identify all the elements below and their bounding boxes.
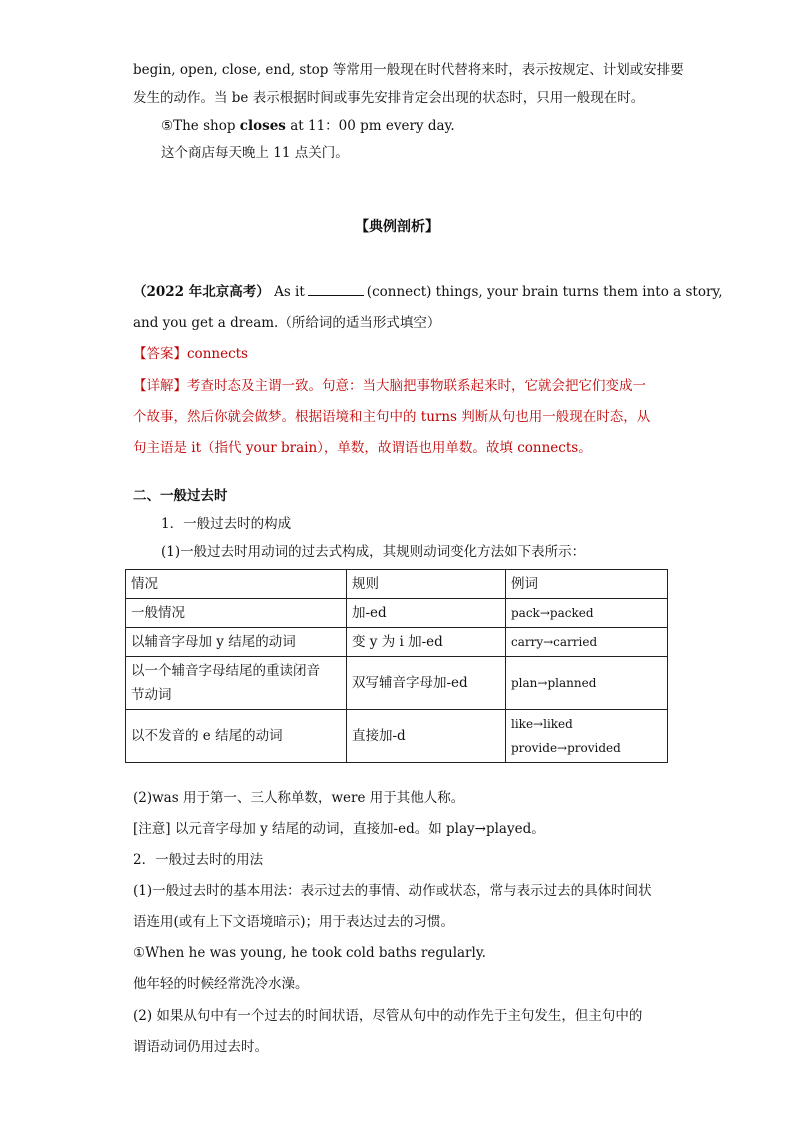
usage-2-line-2: 谓语动词仍用过去时。 bbox=[133, 1039, 268, 1055]
table-cell-rule: 直接加-d bbox=[347, 710, 506, 763]
table-row bbox=[126, 710, 668, 763]
example-5 bbox=[161, 116, 455, 136]
section-title: 【典例剖析】 bbox=[355, 219, 439, 235]
table-header: 规则 bbox=[347, 570, 506, 599]
example-1: ①When he was young, he took cold baths regularly. bbox=[133, 945, 486, 961]
past-sub-1: 1．一般过去时的构成 bbox=[161, 516, 292, 532]
answer-line bbox=[133, 344, 248, 364]
past-tense-heading: 二、一般过去时 bbox=[133, 488, 228, 504]
question-line-1 bbox=[133, 282, 723, 302]
past-sub-1-1: (1)一般过去时用动词的过去式构成，其规则动词变化方法如下表所示： bbox=[161, 544, 586, 560]
conjugation-table bbox=[125, 569, 668, 763]
table-header: 情况 bbox=[126, 570, 347, 599]
situation-line-1: 以一个辅音字母结尾的重读闭音 bbox=[131, 663, 320, 679]
table-cell-rule: 加-ed bbox=[347, 599, 506, 628]
note-2: (2)was 用于第一、三人称单数，were 用于其他人称。 bbox=[133, 790, 465, 806]
table-row bbox=[126, 599, 668, 628]
table-cell-rule: 双写辅音字母加-ed bbox=[347, 657, 506, 710]
detail-line-2: 个故事，然后你就会做梦。根据语境和主句中的 turns 判断从句也用一般现在时态，从 bbox=[133, 409, 651, 425]
question-line-2: and you get a dream.（所给词的适当形式填空） bbox=[133, 315, 441, 331]
intro-line-2: 发生的动作。当 be 表示根据时间或事先安排肯定会出现的状态时，只用一般现在时。 bbox=[133, 90, 645, 106]
example-5-bold-word: closes bbox=[239, 118, 286, 134]
example-5-prefix: ⑤The shop bbox=[161, 118, 240, 134]
table-cell-situation: 以辅音字母加 y 结尾的动词 bbox=[126, 628, 347, 657]
usage-1-line-2: 语连用(或有上下文语境暗示)；用于表达过去的习惯。 bbox=[133, 914, 455, 930]
table-cell-situation bbox=[126, 657, 347, 710]
example-word: provide→provided bbox=[511, 741, 621, 755]
detail-line-1 bbox=[133, 376, 646, 396]
usage-2-line-1: (2) 如果从句中有一个过去的时间状语，尽管从句中的动作先于主句发生，但主句中的 bbox=[133, 1008, 643, 1024]
example-5-translation: 这个商店每天晚上 11 点关门。 bbox=[161, 145, 349, 161]
example-5-suffix: at 11：00 pm every day. bbox=[285, 118, 455, 134]
table-header-row bbox=[126, 570, 668, 599]
table-cell-example: plan→planned bbox=[506, 657, 668, 710]
usage-1-line-1: (1)一般过去时的基本用法：表示过去的事情、动作或状态，常与表示过去的具体时间状 bbox=[133, 883, 652, 899]
table-header: 例词 bbox=[506, 570, 668, 599]
answer-blank[interactable] bbox=[308, 283, 364, 296]
table-cell-situation: 以不发音的 e 结尾的动词 bbox=[126, 710, 347, 763]
table-cell-example: pack→packed bbox=[506, 599, 668, 628]
answer-value: connects bbox=[187, 346, 248, 362]
detail-label: 【详解】 bbox=[133, 378, 187, 394]
table-cell-situation: 一般情况 bbox=[126, 599, 347, 628]
question-source: （2022 年北京高考） bbox=[133, 284, 270, 300]
table-row bbox=[126, 628, 668, 657]
intro-line-1: begin, open, close, end, stop 等常用一般现在时代替将来时，表示按规定、计划或安排要 bbox=[133, 62, 684, 78]
question-text-before: As it bbox=[274, 284, 305, 300]
example-1-translation: 他年轻的时候经常洗冷水澡。 bbox=[133, 976, 309, 992]
table-cell-rule: 变 y 为 i 加-ed bbox=[347, 628, 506, 657]
table-row bbox=[126, 657, 668, 710]
situation-line-2: 节动词 bbox=[131, 687, 172, 703]
example-word: like→liked bbox=[511, 717, 573, 731]
caution-note: [注意] 以元音字母加 y 结尾的动词，直接加-ed。如 play→played。 bbox=[133, 821, 545, 837]
detail-text-1: 考查时态及主谓一致。句意：当大脑把事物联系起来时，它就会把它们变成一 bbox=[187, 378, 646, 394]
table-cell-example bbox=[506, 710, 668, 763]
answer-label: 【答案】 bbox=[133, 346, 187, 362]
detail-line-3: 句主语是 it（指代 your brain），单数，故谓语也用单数。故填 connects。 bbox=[133, 440, 592, 456]
table-cell-example: carry→carried bbox=[506, 628, 668, 657]
question-text-after: (connect) things, your brain turns them into a story, bbox=[366, 284, 723, 300]
past-sub-2: 2．一般过去时的用法 bbox=[133, 852, 264, 868]
